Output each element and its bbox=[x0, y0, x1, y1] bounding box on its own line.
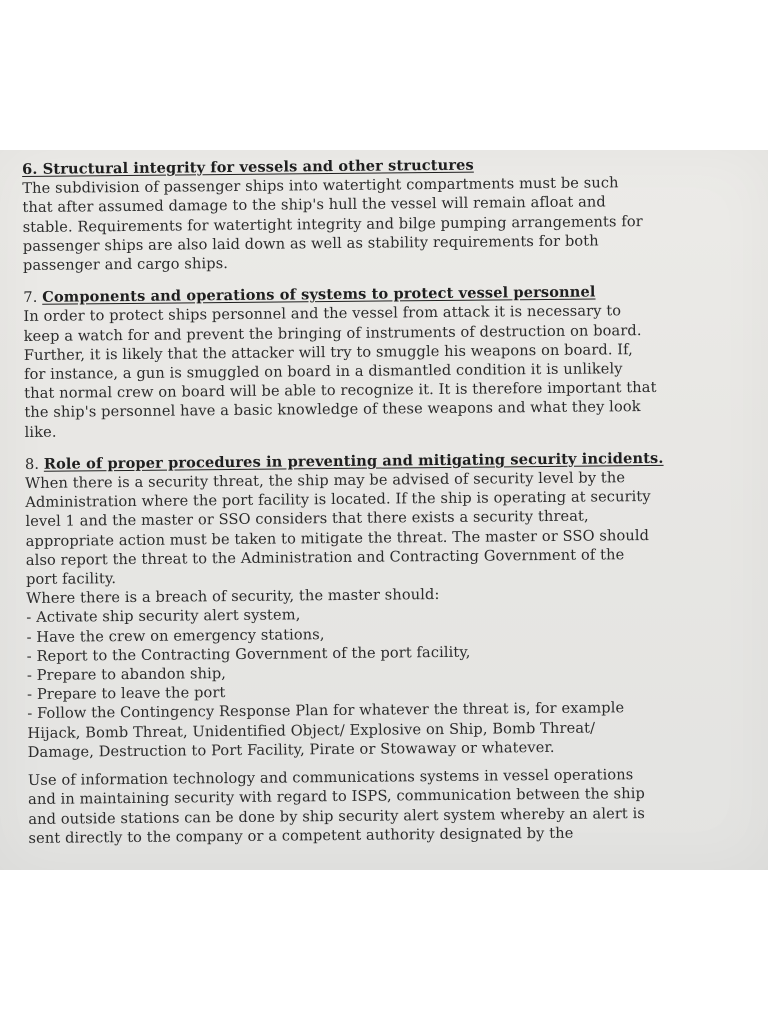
closing-paragraph bbox=[28, 764, 753, 848]
breach-actions-list bbox=[26, 601, 751, 762]
section-8-body: When there is a security threat, the ship may be advised of security level by the Administration where the port facility is located. If the ship is operating at security level 1 and the master or SSO considers that there exists a security threat, appropriate action must be taken to mitigate the threat. The master or SSO should also report the threat to the Administration and Contracting Government of the port facility. bbox=[25, 469, 651, 589]
list-item: - Follow the Contingency Response Plan for whatever the threat is, for example Hijack, Bomb Threat, Unidentified Object/ Explosive on Ship, Bomb Threat/ Damage, Destruction to Port Facility, Pirate or Stowaway or whatever. bbox=[27, 699, 625, 761]
breach-intro: Where there is a breach of security, the master should: bbox=[26, 586, 440, 608]
section-8-heading: Role of proper procedures in preventing and mitigating security incidents. bbox=[43, 449, 664, 473]
section-8 bbox=[25, 448, 752, 762]
section-7-heading: Components and operations of systems to protect vessel personnel bbox=[42, 283, 596, 307]
section-7-body: In order to protect ships personnel and the vessel from attack it is necessary to keep a watch for and prevent the bringing of instruments of destruction on board. Further, it is likely that the attacker will try to smuggle his weapons on board. If, for instance, a gun is smuggled on board in a dismantled condition it is unlikely that normal crew on board will be able to recognize it. It is therefore important that the ship's personnel have a basic knowledge of these weapons and what they look like. bbox=[23, 302, 657, 441]
list-item: - Activate ship security alert system, bbox=[26, 606, 301, 627]
closing-body: Use of information technology and communications systems in vessel operations and in maintaining security with regard to ISPS, communication between the ship and outside stations can be done by ship security alert system whereby an alert is sent directly to the company or a competent authority designated by the bbox=[27, 766, 646, 847]
list-item: - Have the crew on emergency stations, bbox=[26, 625, 325, 646]
document-text bbox=[22, 153, 753, 861]
list-item: - Prepare to leave the port bbox=[27, 684, 226, 704]
section-6-body: The subdivision of passenger ships into watertight compartments must be such that after assumed damage to the ship's hull the vessel will remain afloat and stable. Requirements for watertight integrity and bilge pumping arrangements for passenger ships are also laid down as well as stability requirements for both passenger and cargo ships. bbox=[22, 174, 643, 275]
section-7 bbox=[23, 281, 748, 442]
list-item: - Prepare to abandon ship, bbox=[26, 665, 227, 685]
list-item: - Report to the Contracting Government of the port facility, bbox=[26, 643, 471, 665]
section-7-number: 7. bbox=[23, 289, 43, 307]
section-8-number: 8. bbox=[24, 455, 44, 473]
section-6 bbox=[22, 153, 747, 275]
section-6-heading: 6. Structural integrity for vessels and other structures bbox=[22, 156, 474, 178]
